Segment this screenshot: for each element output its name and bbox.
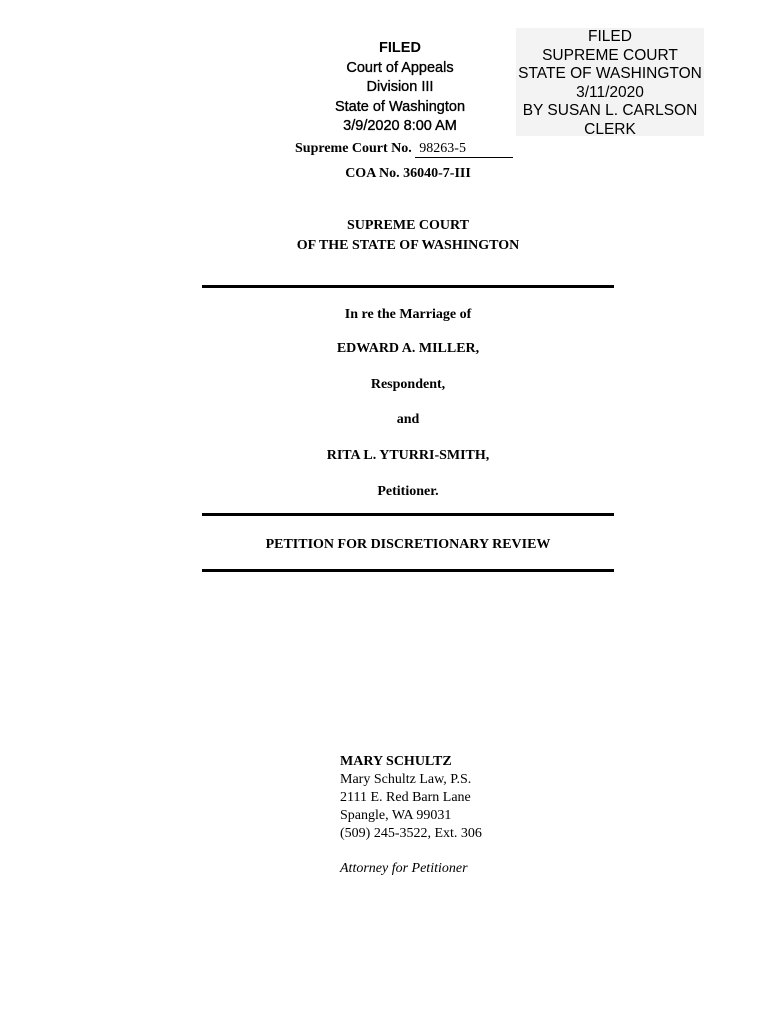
coa-stamp-line: FILED [379,40,421,56]
divider-line [202,569,614,572]
sc-stamp-line: 3/11/2020 [576,83,644,101]
attorney-name: MARY SCHULTZ [340,754,452,769]
caption-petitioner-role: Petitioner. [377,484,439,499]
coa-stamp-line: Court of Appeals [346,59,454,76]
document-title: PETITION FOR DISCRETIONARY REVIEW [265,537,551,552]
caption-respondent-name: EDWARD A. MILLER, [336,341,480,356]
supreme-court-filed-stamp [516,28,704,136]
attorney-city: Spangle, WA 99031 [340,808,452,823]
coa-stamp-line: Division III [366,79,434,95]
sc-stamp-line: STATE OF WASHINGTON [518,65,702,82]
attorney-phone: (509) 245-3522, Ext. 306 [340,826,482,841]
divider-line [202,513,614,516]
court-name-line1: SUPREME COURT [346,218,469,233]
caption-intro: In re the Marriage of [344,307,472,322]
coa-number: COA No. 36040-7-III [345,166,471,181]
supreme-court-number-value: 98263-5 [415,141,513,158]
sc-stamp-line: CLERK [584,120,636,138]
supreme-court-number [295,141,513,158]
coa-stamp-line: State of Washington [334,98,466,115]
attorney-street: 2111 E. Red Barn Lane [340,790,471,805]
sc-stamp-line: FILED [588,28,632,45]
coa-stamp-line: 3/9/2020 8:00 AM [343,118,457,134]
caption-conjunction: and [396,412,420,427]
sc-stamp-line: BY SUSAN L. CARLSON [522,102,698,119]
caption-petitioner-name: RITA L. YTURRI-SMITH, [326,448,490,463]
attorney-firm: Mary Schultz Law, P.S. [340,772,472,787]
court-name-line2: OF THE STATE OF WASHINGTON [296,238,520,253]
coa-filed-stamp [315,39,485,137]
supreme-court-number-label: Supreme Court No. [295,141,412,156]
attorney-role: Attorney for Petitioner [340,861,468,876]
caption-respondent-role: Respondent, [370,377,446,392]
divider-line [202,285,614,288]
sc-stamp-line: SUPREME COURT [542,46,678,64]
